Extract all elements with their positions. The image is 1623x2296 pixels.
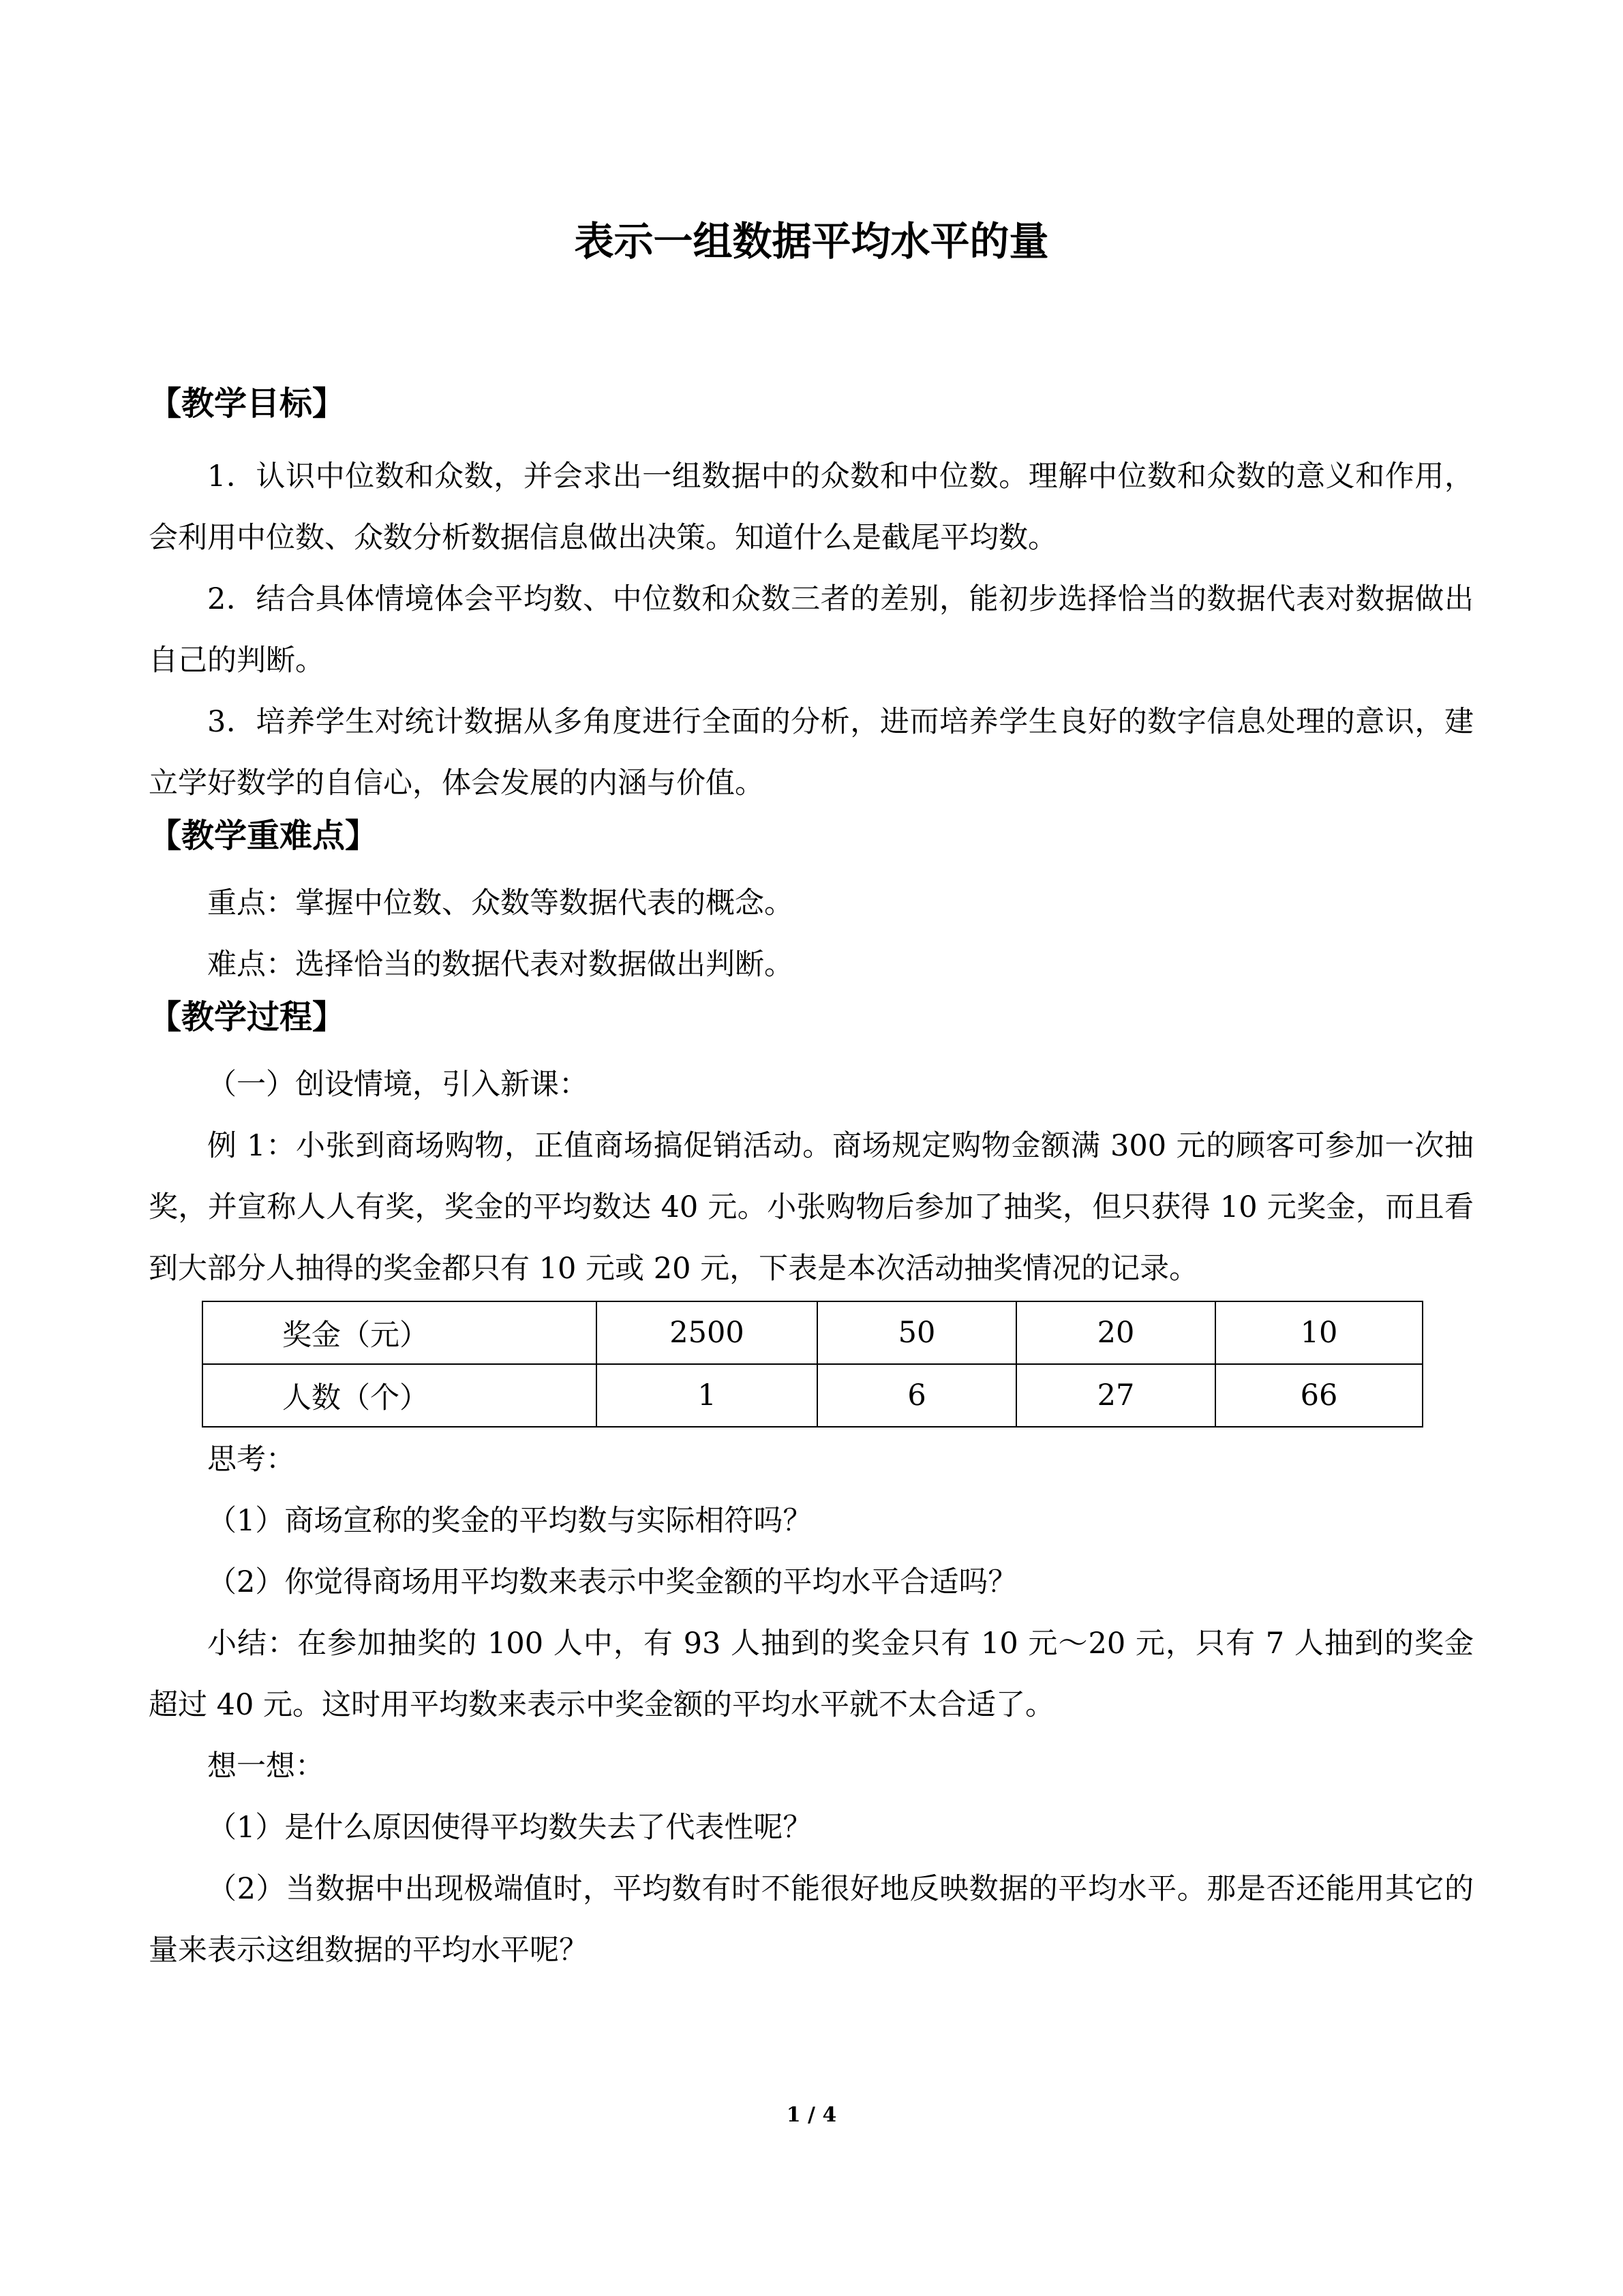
- objective-item-3: 3．培养学生对统计数据从多角度进行全面的分析，进而培养学生良好的数字信息处理的意识，建立学好数学的自信心，体会发展的内涵与价值。: [149, 705, 1474, 800]
- section-heading-key-points: 【教学重难点】: [149, 817, 378, 855]
- key-point-difficulty: 难点：选择恰当的数据代表对数据做出判断。: [207, 948, 793, 982]
- reflect-question-1: （1）是什么原因使得平均数失去了代表性呢？: [207, 1811, 813, 1845]
- table-row: [202, 1301, 1423, 1364]
- table-row: [202, 1364, 1423, 1427]
- page-number: 1 / 4: [786, 2103, 837, 2127]
- document-body: [149, 382, 1474, 1981]
- section-heading-process: 【教学过程】: [149, 998, 346, 1036]
- objective-item-1: 1．认识中位数和众数，并会求出一组数据中的众数和中位数。理解中位数和众数的意义和作用，会利用中位数、众数分析数据信息做出决策。知道什么是截尾平均数。: [149, 459, 1474, 555]
- process-intro: （一）创设情境，引入新课：: [207, 1068, 588, 1102]
- table-cell: 6: [817, 1364, 1016, 1427]
- key-point-focus: 重点：掌握中位数、众数等数据代表的概念。: [207, 886, 793, 920]
- think-question-1: （1）商场宣称的奖金的平均数与实际相符吗？: [207, 1504, 813, 1538]
- think-label: 思考：: [207, 1442, 295, 1477]
- table-cell: 20: [1016, 1301, 1215, 1364]
- table-cell: 1: [596, 1364, 817, 1427]
- page-title: 表示一组数据平均水平的量: [574, 218, 1049, 265]
- table-row-label: 奖金（元）: [202, 1301, 596, 1364]
- example-1-text: 例 1：小张到商场购物，正值商场搞促销活动。商场规定购物金额满 300 元的顾客可参加一次抽奖，并宣称人人有奖，奖金的平均数达 40 元。小张购物后参加了抽奖，但只获得 10 元奖金，而且看到大部分人抽得的奖金都只有 10 元或 20 元，下表是本次活动抽奖情况的记录。: [149, 1129, 1474, 1286]
- summary-text: 小结：在参加抽奖的 100 人中，有 93 人抽到的奖金只有 10 元～20 元，只有 7 人抽到的奖金超过 40 元。这时用平均数来表示中奖金额的平均水平就不太合适了。: [149, 1627, 1474, 1722]
- table-row-label: 人数（个）: [202, 1364, 596, 1427]
- think-question-2: （2）你觉得商场用平均数来表示中奖金额的平均水平合适吗？: [207, 1565, 1018, 1599]
- table-cell: 50: [817, 1301, 1016, 1364]
- table-cell: 2500: [596, 1301, 817, 1364]
- reflect-question-2: （2）当数据中出现极端值时，平均数有时不能很好地反映数据的平均水平。那是否还能用其它的量来表示这组数据的平均水平呢？: [149, 1872, 1474, 1967]
- prize-table: [202, 1301, 1423, 1428]
- reflect-label: 想一想：: [207, 1749, 324, 1783]
- table-cell: 66: [1215, 1364, 1423, 1427]
- section-heading-objectives: 【教学目标】: [149, 384, 346, 423]
- table-cell: 10: [1215, 1301, 1423, 1364]
- objective-item-2: 2．结合具体情境体会平均数、中位数和众数三者的差别，能初步选择恰当的数据代表对数据做出自己的判断。: [149, 582, 1474, 678]
- table-cell: 27: [1016, 1364, 1215, 1427]
